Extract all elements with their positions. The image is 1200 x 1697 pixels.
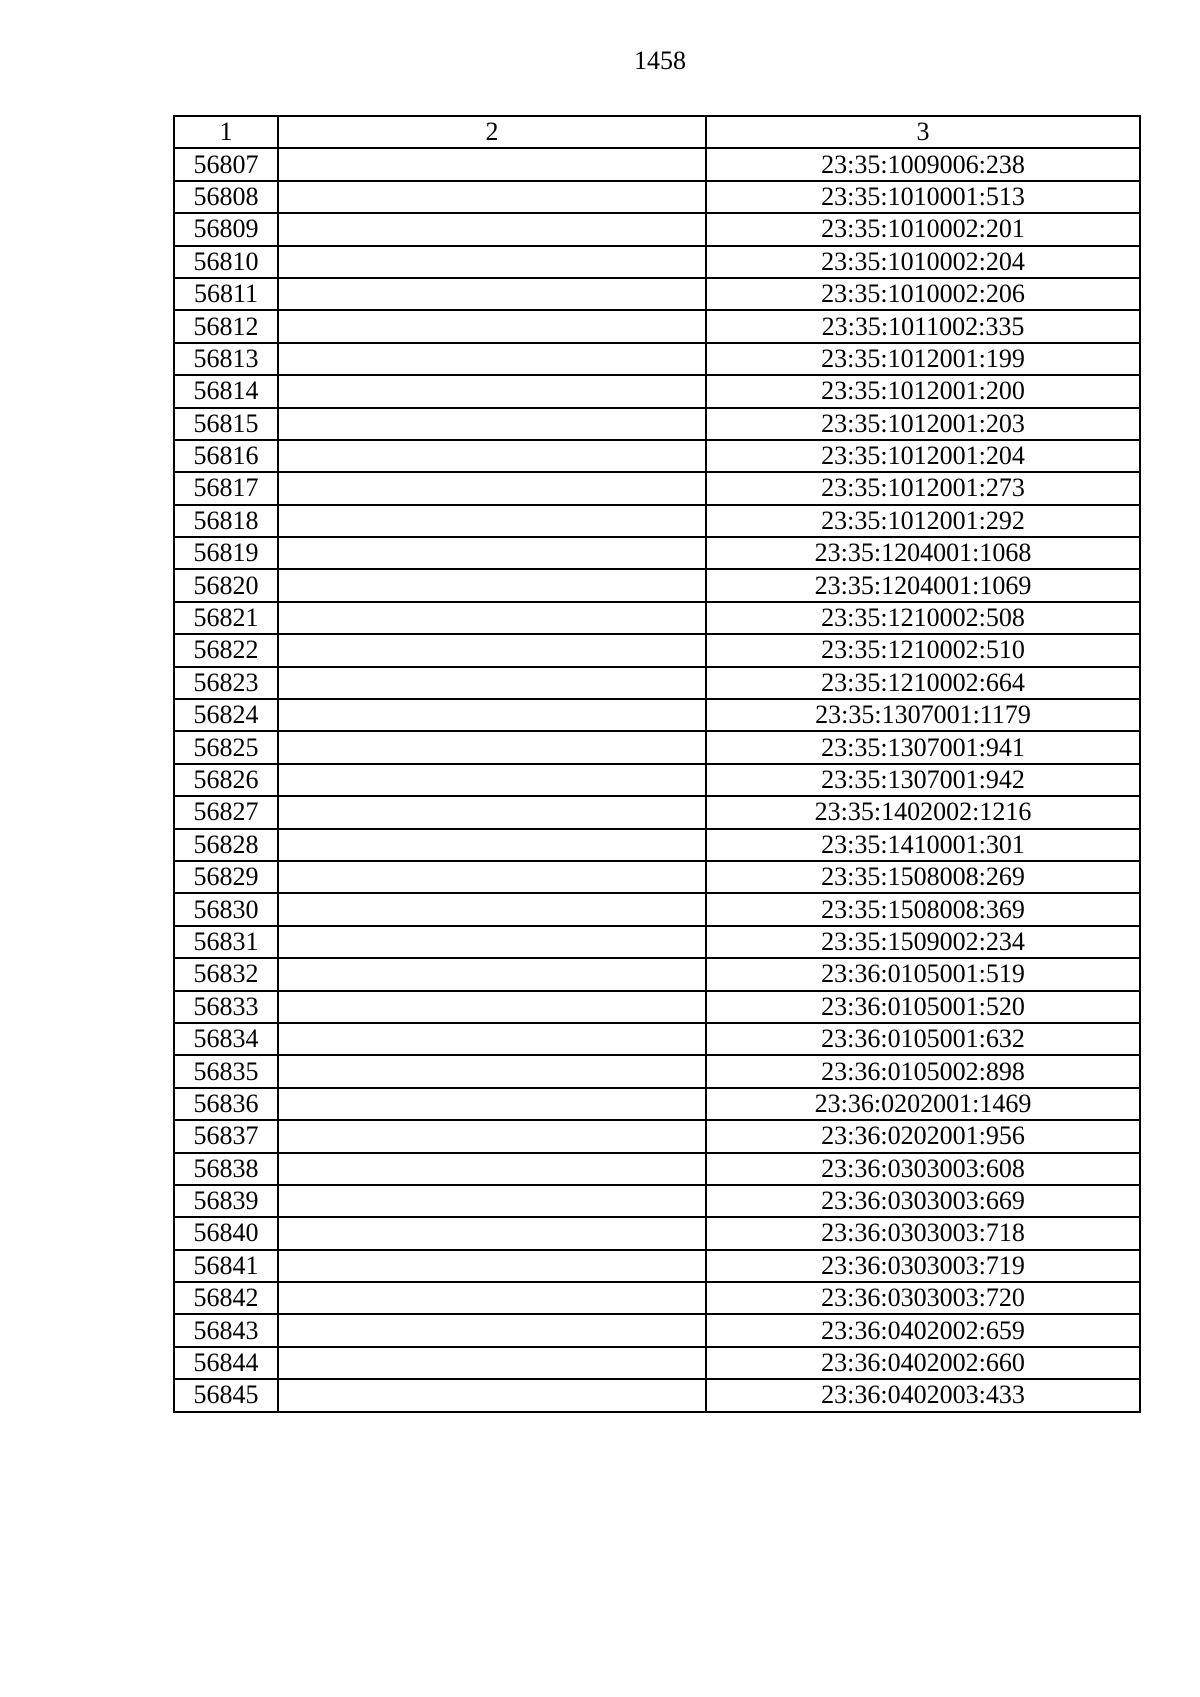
- row-number-cell: 56840: [174, 1217, 278, 1249]
- blank-cell: [278, 440, 706, 472]
- blank-cell: [278, 537, 706, 569]
- blank-cell: [278, 148, 706, 180]
- cadastral-number-cell: 23:36:0402003:433: [706, 1379, 1140, 1411]
- table-row: [174, 148, 1140, 180]
- cadastral-number-cell: 23:36:0202001:1469: [706, 1088, 1140, 1120]
- table-header: [174, 116, 1140, 148]
- blank-cell: [278, 181, 706, 213]
- blank-cell: [278, 1088, 706, 1120]
- blank-cell: [278, 764, 706, 796]
- table-row: [174, 602, 1140, 634]
- page-number: 1458: [634, 46, 686, 75]
- cadastral-number-cell: 23:35:1010001:513: [706, 181, 1140, 213]
- cadastral-number-cell: 23:35:1012001:273: [706, 472, 1140, 504]
- row-number-cell: 56815: [174, 408, 278, 440]
- cadastral-number-cell: 23:36:0105002:898: [706, 1055, 1140, 1087]
- table-row: [174, 796, 1140, 828]
- row-number-cell: 56832: [174, 958, 278, 990]
- cadastral-number-cell: 23:36:0402002:660: [706, 1347, 1140, 1379]
- table-row: [174, 731, 1140, 763]
- blank-cell: [278, 1250, 706, 1282]
- row-number-cell: 56813: [174, 343, 278, 375]
- table-row: [174, 893, 1140, 925]
- table-row: [174, 1055, 1140, 1087]
- cadastral-number-cell: 23:35:1012001:199: [706, 343, 1140, 375]
- row-number-cell: 56828: [174, 829, 278, 861]
- table-row: [174, 537, 1140, 569]
- blank-cell: [278, 1153, 706, 1185]
- blank-cell: [278, 1379, 706, 1411]
- table-row: [174, 991, 1140, 1023]
- row-number-cell: 56836: [174, 1088, 278, 1120]
- table-row: [174, 1120, 1140, 1152]
- cadastral-number-cell: 23:36:0303003:718: [706, 1217, 1140, 1249]
- blank-cell: [278, 375, 706, 407]
- cadastral-number-cell: 23:35:1508008:269: [706, 861, 1140, 893]
- blank-cell: [278, 1347, 706, 1379]
- row-number-cell: 56822: [174, 634, 278, 666]
- row-number-cell: 56825: [174, 731, 278, 763]
- row-number-cell: 56809: [174, 213, 278, 245]
- table-row: [174, 1282, 1140, 1314]
- cadastral-number-cell: 23:35:1012001:292: [706, 505, 1140, 537]
- table-row: [174, 375, 1140, 407]
- row-number-cell: 56833: [174, 991, 278, 1023]
- row-number-cell: 56844: [174, 1347, 278, 1379]
- cadastral-number-cell: 23:35:1509002:234: [706, 926, 1140, 958]
- table-row: [174, 1379, 1140, 1411]
- cadastral-number-cell: 23:35:1307001:941: [706, 731, 1140, 763]
- table-row: [174, 667, 1140, 699]
- table-row: [174, 343, 1140, 375]
- row-number-cell: 56807: [174, 148, 278, 180]
- cadastral-number-cell: 23:35:1010002:204: [706, 246, 1140, 278]
- blank-cell: [278, 991, 706, 1023]
- blank-cell: [278, 634, 706, 666]
- row-number-cell: 56810: [174, 246, 278, 278]
- blank-cell: [278, 505, 706, 537]
- cadastral-number-cell: 23:35:1402002:1216: [706, 796, 1140, 828]
- cadastral-number-cell: 23:35:1204001:1069: [706, 569, 1140, 601]
- table-row: [174, 1250, 1140, 1282]
- cadastral-number-cell: 23:36:0402002:659: [706, 1314, 1140, 1346]
- header-row: [174, 116, 1140, 148]
- cadastral-number-cell: 23:35:1210002:510: [706, 634, 1140, 666]
- cadastral-number-cell: 23:35:1009006:238: [706, 148, 1140, 180]
- cadastral-number-cell: 23:36:0105001:632: [706, 1023, 1140, 1055]
- blank-cell: [278, 343, 706, 375]
- blank-cell: [278, 1217, 706, 1249]
- table-row: [174, 472, 1140, 504]
- row-number-cell: 56845: [174, 1379, 278, 1411]
- table-row: [174, 1153, 1140, 1185]
- row-number-cell: 56820: [174, 569, 278, 601]
- table-row: [174, 1088, 1140, 1120]
- row-number-cell: 56816: [174, 440, 278, 472]
- cadastral-number-cell: 23:35:1012001:204: [706, 440, 1140, 472]
- table-row: [174, 1314, 1140, 1346]
- row-number-cell: 56817: [174, 472, 278, 504]
- row-number-cell: 56829: [174, 861, 278, 893]
- column-header-2: 2: [278, 116, 706, 148]
- table-row: [174, 958, 1140, 990]
- blank-cell: [278, 1055, 706, 1087]
- blank-cell: [278, 926, 706, 958]
- table-body: [174, 148, 1140, 1411]
- row-number-cell: 56821: [174, 602, 278, 634]
- row-number-cell: 56830: [174, 893, 278, 925]
- blank-cell: [278, 569, 706, 601]
- blank-cell: [278, 1120, 706, 1152]
- row-number-cell: 56831: [174, 926, 278, 958]
- cadastral-number-cell: 23:36:0105001:519: [706, 958, 1140, 990]
- table-row: [174, 1347, 1140, 1379]
- table-row: [174, 1023, 1140, 1055]
- cadastral-number-cell: 23:36:0303003:608: [706, 1153, 1140, 1185]
- cadastral-number-cell: 23:35:1210002:508: [706, 602, 1140, 634]
- cadastral-number-cell: 23:35:1307001:942: [706, 764, 1140, 796]
- column-header-3: 3: [706, 116, 1140, 148]
- table-row: [174, 829, 1140, 861]
- row-number-cell: 56808: [174, 181, 278, 213]
- table-row: [174, 861, 1140, 893]
- table-row: [174, 764, 1140, 796]
- row-number-cell: 56823: [174, 667, 278, 699]
- row-number-cell: 56827: [174, 796, 278, 828]
- blank-cell: [278, 893, 706, 925]
- cadastral-number-cell: 23:36:0303003:720: [706, 1282, 1140, 1314]
- row-number-cell: 56812: [174, 310, 278, 342]
- blank-cell: [278, 731, 706, 763]
- cadastral-number-cell: 23:35:1010002:201: [706, 213, 1140, 245]
- blank-cell: [278, 699, 706, 731]
- cadastral-number-cell: 23:35:1011002:335: [706, 310, 1140, 342]
- table-row: [174, 440, 1140, 472]
- blank-cell: [278, 213, 706, 245]
- table-row: [174, 634, 1140, 666]
- row-number-cell: 56835: [174, 1055, 278, 1087]
- table-row: [174, 569, 1140, 601]
- row-number-cell: 56814: [174, 375, 278, 407]
- row-number-cell: 56843: [174, 1314, 278, 1346]
- table-row: [174, 181, 1140, 213]
- blank-cell: [278, 408, 706, 440]
- table-row: [174, 926, 1140, 958]
- column-header-1: 1: [174, 116, 278, 148]
- cadastral-number-cell: 23:35:1210002:664: [706, 667, 1140, 699]
- table-row: [174, 246, 1140, 278]
- table-row: [174, 1217, 1140, 1249]
- cadastral-number-cell: 23:36:0303003:669: [706, 1185, 1140, 1217]
- row-number-cell: 56837: [174, 1120, 278, 1152]
- table-row: [174, 699, 1140, 731]
- row-number-cell: 56811: [174, 278, 278, 310]
- blank-cell: [278, 958, 706, 990]
- cadastral-number-cell: 23:36:0202001:956: [706, 1120, 1140, 1152]
- row-number-cell: 56841: [174, 1250, 278, 1282]
- blank-cell: [278, 1314, 706, 1346]
- cadastral-number-cell: 23:35:1012001:200: [706, 375, 1140, 407]
- blank-cell: [278, 796, 706, 828]
- blank-cell: [278, 829, 706, 861]
- cadastral-number-cell: 23:36:0105001:520: [706, 991, 1140, 1023]
- cadastral-number-cell: 23:35:1410001:301: [706, 829, 1140, 861]
- table-row: [174, 1185, 1140, 1217]
- cadastral-number-cell: 23:35:1508008:369: [706, 893, 1140, 925]
- table-row: [174, 505, 1140, 537]
- cadastral-number-cell: 23:35:1012001:203: [706, 408, 1140, 440]
- data-table: [173, 115, 1141, 1413]
- blank-cell: [278, 602, 706, 634]
- blank-cell: [278, 667, 706, 699]
- blank-cell: [278, 1185, 706, 1217]
- row-number-cell: 56839: [174, 1185, 278, 1217]
- row-number-cell: 56842: [174, 1282, 278, 1314]
- row-number-cell: 56838: [174, 1153, 278, 1185]
- blank-cell: [278, 278, 706, 310]
- row-number-cell: 56834: [174, 1023, 278, 1055]
- cadastral-number-cell: 23:35:1307001:1179: [706, 699, 1140, 731]
- cadastral-number-cell: 23:35:1010002:206: [706, 278, 1140, 310]
- row-number-cell: 56818: [174, 505, 278, 537]
- table-row: [174, 408, 1140, 440]
- table-row: [174, 310, 1140, 342]
- row-number-cell: 56826: [174, 764, 278, 796]
- row-number-cell: 56819: [174, 537, 278, 569]
- table-row: [174, 213, 1140, 245]
- blank-cell: [278, 861, 706, 893]
- blank-cell: [278, 310, 706, 342]
- blank-cell: [278, 246, 706, 278]
- blank-cell: [278, 1023, 706, 1055]
- cadastral-number-cell: 23:36:0303003:719: [706, 1250, 1140, 1282]
- blank-cell: [278, 1282, 706, 1314]
- table-row: [174, 278, 1140, 310]
- cadastral-number-cell: 23:35:1204001:1068: [706, 537, 1140, 569]
- blank-cell: [278, 472, 706, 504]
- row-number-cell: 56824: [174, 699, 278, 731]
